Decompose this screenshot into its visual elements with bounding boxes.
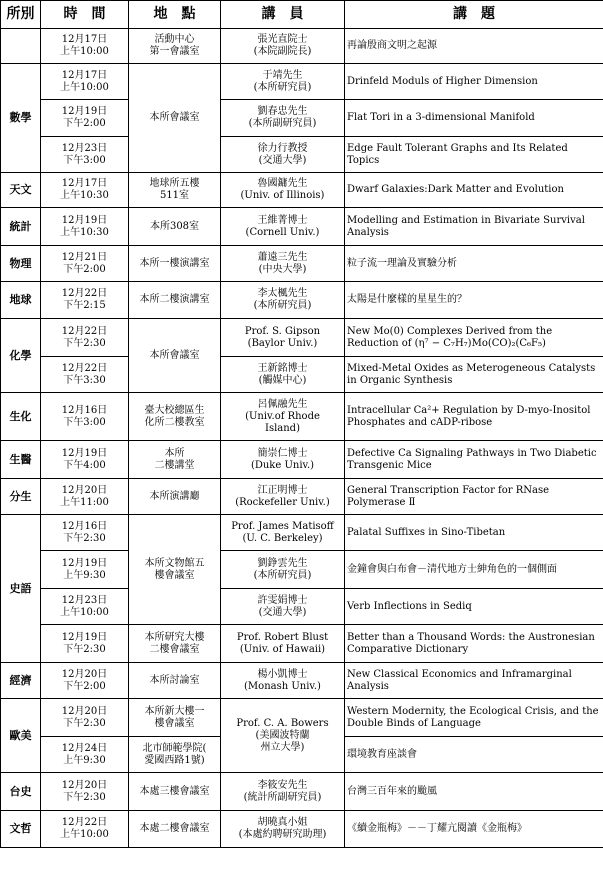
- location-line: 本所一樓演講室: [139, 257, 210, 269]
- location-cell: [129, 811, 221, 848]
- speaker-name: 胡曉真小姐: [257, 817, 308, 828]
- location-line: 地球所五樓: [149, 178, 200, 189]
- time-cell: [41, 208, 129, 246]
- time-cell: [41, 515, 129, 551]
- speaker-affiliation: (Univ.of Rhode: [245, 410, 320, 422]
- time-cell: [41, 441, 129, 479]
- speaker-affiliation: (本院副院長): [253, 46, 312, 57]
- date-text: 12月19日: [61, 631, 108, 643]
- table-row: [1, 208, 603, 246]
- speaker-affiliation: (本處約聘研究助理): [238, 829, 327, 840]
- date-text: 12月19日: [61, 557, 108, 569]
- field-cell: 物理: [1, 246, 41, 282]
- table-row: [1, 699, 603, 737]
- topic-cell: Western Modernity, the Ecological Crisis, and the Double Binds of Language: [345, 699, 603, 737]
- date-text: 12月20日: [61, 705, 108, 717]
- date-text: 12月19日: [61, 106, 108, 117]
- speaker-name: 江正明博士: [257, 484, 308, 496]
- location-cell: [129, 773, 221, 811]
- field-cell: [1, 29, 41, 64]
- date-text: 12月20日: [61, 668, 108, 680]
- date-text: 12月20日: [61, 779, 108, 791]
- time-text: 下午2:00: [63, 118, 106, 129]
- location-line: 本處三樓會議室: [139, 785, 210, 797]
- speaker-cell: [221, 551, 345, 589]
- location-line: 第一會議室: [149, 46, 200, 57]
- table-row: [1, 357, 603, 393]
- speaker-cell: [221, 699, 345, 773]
- location-cell: [129, 625, 221, 663]
- time-text: 上午10:00: [60, 829, 109, 840]
- time-text: 下午3:00: [63, 416, 106, 428]
- date-text: 12月17日: [61, 34, 108, 45]
- location-cell: [129, 208, 221, 246]
- speaker-cell: [221, 64, 345, 100]
- table-row: [1, 811, 603, 848]
- speaker-affiliation: (Baylor Univ.): [247, 337, 318, 349]
- date-text: 12月22日: [61, 288, 108, 299]
- field-cell: 生化: [1, 393, 41, 441]
- speaker-cell: [221, 137, 345, 173]
- speaker-affiliation: (本所副研究員): [248, 118, 317, 129]
- header-topic: 講 題: [345, 1, 603, 29]
- time-text: 下午3:00: [63, 154, 106, 166]
- time-text: 下午2:30: [63, 337, 106, 349]
- topic-cell: 台灣三百年來的颱風: [345, 773, 603, 811]
- speaker-name: 張光直院士: [257, 34, 308, 45]
- speaker-affiliation: (Monash Univ.): [244, 680, 321, 692]
- time-text: 下午2:30: [63, 643, 106, 655]
- time-text: 上午10:00: [60, 606, 109, 618]
- speaker-cell: [221, 663, 345, 699]
- speaker-affiliation: (觸媒中心): [258, 374, 307, 386]
- speaker-cell: [221, 100, 345, 137]
- location-line: 本所新大樓一: [144, 705, 205, 717]
- speaker-name: Prof. S. Gipson: [244, 325, 321, 337]
- table-row: [1, 589, 603, 625]
- date-text: 12月22日: [61, 362, 108, 374]
- speaker-cell: [221, 173, 345, 208]
- field-cell: 化學: [1, 319, 41, 393]
- speaker-affiliation: (本所研究員): [253, 300, 312, 311]
- topic-cell: 再論殷商文明之起源: [345, 29, 603, 64]
- field-cell: 生醫: [1, 441, 41, 479]
- time-cell: [41, 173, 129, 208]
- field-cell: 分生: [1, 479, 41, 515]
- topic-cell: Edge Fault Tolerant Graphs and Its Related Topics: [345, 137, 603, 173]
- location-line: 樓會議室: [154, 717, 195, 729]
- speaker-cell: [221, 811, 345, 848]
- time-cell: [41, 29, 129, 64]
- topic-cell: New Mo(0) Complexes Derived from the Reduction of (η⁷ − C₇H₇)Mo(CO)₂(C₆F₅): [345, 319, 603, 357]
- time-text: 上午10:30: [60, 190, 109, 201]
- location-line: 本所討論室: [149, 674, 200, 686]
- time-text: 上午9:30: [63, 569, 106, 581]
- location-cell: [129, 29, 221, 64]
- topic-cell: Palatal Suffixes in Sino-Tibetan: [345, 515, 603, 551]
- date-text: 12月21日: [61, 251, 108, 263]
- speaker-name: 楊小凱博士: [257, 668, 308, 680]
- speaker-cell: [221, 357, 345, 393]
- table-row: [1, 173, 603, 208]
- table-row: [1, 64, 603, 100]
- speaker-name: 劉錚雲先生: [257, 557, 308, 569]
- location-line: 樓會議室: [154, 569, 195, 581]
- time-cell: [41, 100, 129, 137]
- speaker-cell: [221, 589, 345, 625]
- date-text: 12月16日: [61, 520, 108, 532]
- speaker-affiliation: (本所研究員): [253, 81, 312, 93]
- table-row: [1, 246, 603, 282]
- speaker-cell: [221, 773, 345, 811]
- speaker-name: Prof. James Matisoff: [231, 520, 334, 532]
- speaker-name: Prof. C. A. Bowers: [236, 717, 329, 729]
- table-row: [1, 773, 603, 811]
- speaker-cell: [221, 208, 345, 246]
- location-line: 活動中心: [154, 34, 195, 45]
- location-line: 本所文物館五: [144, 557, 205, 569]
- table-row: [1, 625, 603, 663]
- location-cell: [129, 64, 221, 173]
- location-line: 二樓會議室: [149, 643, 200, 655]
- topic-cell: Intracellular Ca²+ Regulation by D-myo-Inositol Phosphates and cADP-ribose: [345, 393, 603, 441]
- field-cell: 歐美: [1, 699, 41, 773]
- time-text: 上午10:00: [60, 46, 109, 57]
- location-line: 本所308室: [149, 220, 200, 232]
- location-line: 本所演講廳: [149, 490, 200, 502]
- header-speaker: 講 員: [221, 1, 345, 29]
- location-cell: [129, 699, 221, 737]
- time-cell: [41, 319, 129, 357]
- date-text: 12月24日: [61, 742, 108, 754]
- header-time: 時 間: [41, 1, 129, 29]
- location-line: 本所二樓演講室: [139, 294, 210, 305]
- field-cell: 統計: [1, 208, 41, 246]
- speaker-cell: [221, 246, 345, 282]
- location-cell: [129, 282, 221, 319]
- speaker-affiliation: (U. C. Berkeley): [242, 532, 323, 544]
- speaker-affiliation: (中央大學): [258, 263, 307, 275]
- topic-cell: Better than a Thousand Words: the Austronesian Comparative Dictionary: [345, 625, 603, 663]
- field-cell: 台史: [1, 773, 41, 811]
- location-cell: [129, 246, 221, 282]
- time-cell: [41, 479, 129, 515]
- speaker-cell: [221, 479, 345, 515]
- speaker-cell: [221, 319, 345, 357]
- location-line: 臺大校總區生: [144, 404, 205, 416]
- field-cell: 天文: [1, 173, 41, 208]
- time-cell: [41, 773, 129, 811]
- date-text: 12月22日: [61, 325, 108, 337]
- time-cell: [41, 282, 129, 319]
- header-field: 所別: [1, 1, 41, 29]
- topic-cell: 《續金瓶梅》－－丁耀亢閱讀《金瓶梅》: [345, 811, 603, 848]
- time-text: 下午2:15: [63, 300, 106, 311]
- speaker-affiliation: 州立大學): [260, 741, 305, 753]
- time-cell: [41, 137, 129, 173]
- speaker-affiliation: Island): [265, 422, 300, 434]
- table-row: [1, 479, 603, 515]
- header-location: 地 點: [129, 1, 221, 29]
- topic-cell: Flat Tori in a 3-dimensional Manifold: [345, 100, 603, 137]
- speaker-name: Prof. Robert Blust: [236, 631, 329, 643]
- time-cell: [41, 357, 129, 393]
- topic-cell: Dwarf Galaxies:Dark Matter and Evolution: [345, 173, 603, 208]
- location-cell: [129, 515, 221, 625]
- location-cell: [129, 479, 221, 515]
- time-cell: [41, 811, 129, 848]
- field-cell: 地球: [1, 282, 41, 319]
- speaker-name: 許雯娟博士: [257, 594, 308, 606]
- speaker-cell: [221, 282, 345, 319]
- table-row: [1, 137, 603, 173]
- speaker-affiliation: (Cornell Univ.): [245, 226, 320, 238]
- table-row: [1, 663, 603, 699]
- location-cell: [129, 663, 221, 699]
- table-row: [1, 319, 603, 357]
- date-text: 12月23日: [61, 142, 108, 154]
- time-cell: [41, 64, 129, 100]
- field-cell: 史語: [1, 515, 41, 663]
- speaker-affiliation: (美國波特蘭: [255, 729, 310, 741]
- table-row: [1, 29, 603, 64]
- topic-cell: General Transcription Factor for RNase Polymerase Ⅱ: [345, 479, 603, 515]
- date-text: 12月20日: [61, 484, 108, 496]
- time-text: 下午4:00: [63, 459, 106, 471]
- speaker-name: 劉春忠先生: [257, 106, 308, 117]
- location-line: 北市師範學院(: [142, 742, 207, 754]
- table-row: [1, 393, 603, 441]
- speaker-cell: [221, 393, 345, 441]
- date-text: 12月23日: [61, 594, 108, 606]
- speaker-affiliation: (Rockefeller Univ.): [235, 496, 330, 508]
- speaker-cell: [221, 625, 345, 663]
- time-cell: [41, 663, 129, 699]
- speaker-name: 于靖先生: [262, 69, 303, 81]
- speaker-affiliation: (Duke Univ.): [250, 459, 315, 471]
- date-text: 12月16日: [61, 404, 108, 416]
- location-line: 本所: [164, 447, 185, 459]
- location-cell: [129, 319, 221, 393]
- time-cell: [41, 625, 129, 663]
- topic-cell: Drinfeld Moduls of Higher Dimension: [345, 64, 603, 100]
- time-text: 下午2:30: [63, 532, 106, 544]
- speaker-name: 徐力行教授: [257, 142, 308, 154]
- location-cell: [129, 393, 221, 441]
- date-text: 12月19日: [61, 214, 108, 226]
- table-row: [1, 282, 603, 319]
- time-cell: [41, 699, 129, 737]
- speaker-affiliation: (Univ. of Hawaii): [239, 643, 326, 655]
- speaker-name: 李太楓先生: [257, 288, 308, 299]
- speaker-affiliation: (Univ. of Illinois): [240, 190, 325, 201]
- speaker-name: 簡崇仁博士: [257, 447, 308, 459]
- time-cell: [41, 737, 129, 773]
- time-text: 下午2:30: [63, 791, 106, 803]
- speaker-name: 呂佩融先生: [257, 398, 308, 410]
- time-text: 下午2:00: [63, 263, 106, 275]
- speaker-cell: [221, 441, 345, 479]
- date-text: 12月19日: [61, 447, 108, 459]
- speaker-affiliation: (交通大學): [258, 606, 307, 618]
- topic-cell: Mixed-Metal Oxides as Meterogeneous Catalysts in Organic Synthesis: [345, 357, 603, 393]
- date-text: 12月17日: [61, 69, 108, 81]
- time-text: 下午3:30: [63, 374, 106, 386]
- time-text: 上午9:30: [63, 754, 106, 766]
- time-text: 上午10:30: [60, 226, 109, 238]
- location-line: 本處二樓會議室: [139, 823, 210, 834]
- location-line: 二樓講堂: [154, 459, 195, 471]
- field-cell: 文哲: [1, 811, 41, 848]
- table-row: [1, 100, 603, 137]
- location-line: 本所研究大樓: [144, 631, 205, 643]
- time-text: 上午10:00: [60, 81, 109, 93]
- speaker-name: 王新銘博士: [257, 362, 308, 374]
- speaker-cell: [221, 29, 345, 64]
- speaker-name: 蕭遠三先生: [257, 251, 308, 263]
- topic-cell: 金鐘會與白布會－清代地方士紳角色的一個側面: [345, 551, 603, 589]
- table-row: [1, 551, 603, 589]
- time-cell: [41, 551, 129, 589]
- speaker-affiliation: (交通大學): [258, 154, 307, 166]
- location-line: 511室: [159, 190, 190, 201]
- time-text: 下午2:00: [63, 680, 106, 692]
- speaker-affiliation: (統計所副研究員): [243, 791, 322, 803]
- time-text: 下午2:30: [63, 717, 106, 729]
- location-cell: [129, 173, 221, 208]
- location-cell: [129, 441, 221, 479]
- location-cell: [129, 737, 221, 773]
- speaker-affiliation: (本所研究員): [253, 569, 312, 581]
- table-row: [1, 441, 603, 479]
- date-text: 12月22日: [61, 817, 108, 828]
- date-text: 12月17日: [61, 178, 108, 189]
- time-text: 上午11:00: [60, 496, 109, 508]
- topic-cell: Modelling and Estimation in Bivariate Survival Analysis: [345, 208, 603, 246]
- topic-cell: Defective Ca Signaling Pathways in Two Diabetic Transgenic Mice: [345, 441, 603, 479]
- time-cell: [41, 246, 129, 282]
- time-cell: [41, 589, 129, 625]
- topic-cell: 太陽是什麼樣的星星生的？: [345, 282, 603, 319]
- location-line: 愛國西路1號): [144, 754, 205, 766]
- location-line: 本所會議室: [149, 112, 200, 123]
- speaker-name: 魯國鏞先生: [257, 178, 308, 189]
- speaker-name: 李筱安先生: [257, 779, 308, 791]
- location-line: 化所二樓教室: [144, 416, 205, 428]
- speaker-cell: [221, 515, 345, 551]
- topic-cell: 粒子流一理論及實驗分析: [345, 246, 603, 282]
- table-row: [1, 515, 603, 551]
- location-line: 本所會議室: [149, 349, 200, 361]
- field-cell: 數學: [1, 64, 41, 173]
- topic-cell: Verb Inflections in Sediq: [345, 589, 603, 625]
- field-cell: 經濟: [1, 663, 41, 699]
- header-row: [1, 1, 603, 29]
- topic-cell: 環境教育座談會: [345, 737, 603, 773]
- topic-cell: New Classical Economics and Inframarginal Analysis: [345, 663, 603, 699]
- speaker-name: 王維菁博士: [257, 214, 308, 226]
- time-cell: [41, 393, 129, 441]
